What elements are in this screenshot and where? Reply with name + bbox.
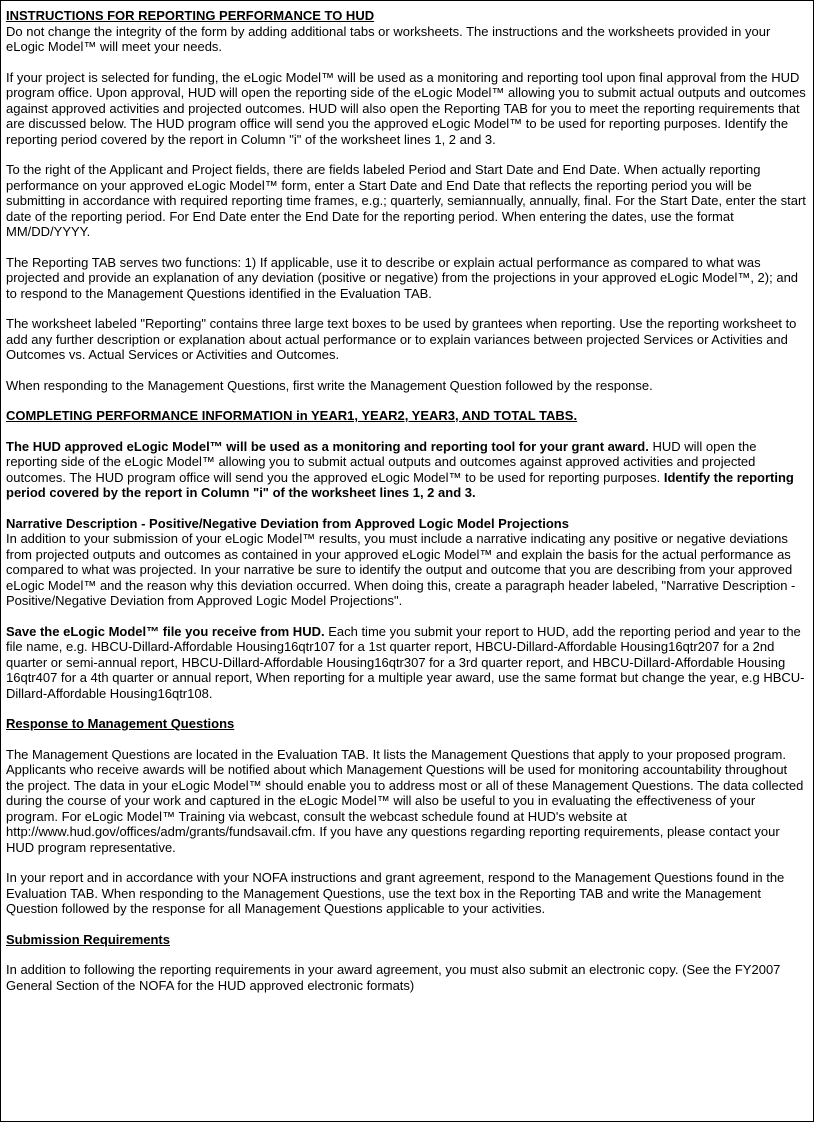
para-reporting-tab-functions: The Reporting TAB serves two functions: 1) If applicable, use it to describe or explain actual performance as compared to what was projected and provide an explanation of any deviation (positive or negative) from the projections in your approved eLogic Model™, 2); and to respond to the Management Questions identified in the Evaluation TAB. bbox=[6, 254, 799, 301]
para-hud-approved-bold-tail: Identify the reporting period covered by the report in Column "i" of the worksheet lines 1, 2 and 3. bbox=[6, 469, 794, 500]
para-narrative-description: In addition to your submission of your eLogic Model™ results, you must include a narrative indicating any positive or negative deviations from projected outputs and outcomes as contained in your approved eLogic Model™ and explain the basis for the actual performance as compared to what was projected. In your narrative be sure to identify the output and outcome that you are describing from your approved eLogic Model™ and the reason why this deviation occurred. When doing this, create a paragraph header labeled, "Narrative Description - Positive/Negative Deviation from Approved Logic Model Projections". bbox=[6, 531, 796, 608]
para-funding-selection: If your project is selected for funding, the eLogic Model™ will be used as a monitoring and reporting tool upon final approval from the HUD program office. Upon approval, HUD will open the reporting side of the eLogic Model™ allowing you to submit actual outputs and outcomes against approved activities and projected outcomes. HUD will also open the Reporting TAB for you to meet the reporting requirements that are discussed below. The HUD program office will send you the approved eLogic Model™ to be used for reporting purposes. Identify the reporting period covered by the report in Column "i" of the worksheet lines 1, 2 and 3. bbox=[6, 69, 806, 147]
para-reporting-worksheet: The worksheet labeled "Reporting" contains three large text boxes to be used by grantees when reporting. Use the reporting worksheet to add any further description or explanation about actual performance or to explain variances between projected Services or Activities and Outcomes vs. Actual Services or Activities and Outcomes. bbox=[6, 316, 797, 362]
heading-instructions: INSTRUCTIONS FOR REPORTING PERFORMANCE TO HUD bbox=[6, 8, 375, 23]
para-integrity-notice: Do not change the integrity of the form by adding additional tabs or worksheets. The instructions and the worksheets provided in your eLogic Model™ will meet your needs. bbox=[6, 23, 771, 54]
para-submission-requirements: In addition to following the reporting requirements in your award agreement, you must also submit an electronic copy. (See the FY2007 General Section of the NOFA for the HUD approved electronic formats) bbox=[6, 962, 781, 993]
para-save-file bbox=[6, 624, 808, 702]
para-responding-management-questions: When responding to the Management Questions, first write the Management Question followed by the response. bbox=[6, 377, 653, 393]
para-management-questions-location: The Management Questions are located in the Evaluation TAB. It lists the Management Questions that apply to your proposed program. Applicants who receive awards will be notified about which Management Questions will be used for monitoring accountability throughout the project. The data in your eLogic Model™ should enable you to address most or all of these Management Questions. The data collected during the course of your work and captured in the eLogic Model™ will also be useful to you in evaluating the effectiveness of your program. For eLogic Model™ Training via webcast, consult the webcast schedule found at HUD's website at http://www.hud.gov/offices/adm/grants/fundsavail.cfm. If you have any questions regarding reporting requirements, please contact your HUD program representative. bbox=[6, 746, 804, 855]
heading-narrative-description: Narrative Description - Positive/Negative Deviation from Approved Logic Model Projections bbox=[6, 515, 569, 531]
para-period-fields: To the right of the Applicant and Project fields, there are fields labeled Period and Start Date and End Date. When actually reporting performance on your approved eLogic Model™ form, enter a Start Date and End Date that reflects the reporting period you will be submitting in accordance with required reporting time frames, e.g.; quarterly, semiannually, annually, final. For the Start Date, enter the start date of the reporting period. For End Date enter the End Date for the reporting period. When entering the dates, use the format MM/DD/YYYY. bbox=[6, 162, 806, 239]
para-save-file-bold-lead: Save the eLogic Model™ file you receive from HUD. bbox=[6, 623, 325, 639]
heading-submission-requirements: Submission Requirements bbox=[6, 931, 170, 947]
para-save-file-body: Each time you submit your report to HUD, add the reporting period and year to the file name, e.g. HBCU-Dillard-Affordable Housing16qtr107 for a 1st quarter report, HBCU-Dillard-Affordable Housing16qtr207 for a 2nd quarter or semi-annual report, HBCU-Dillard-Affordable Housing16qtr307 for a 3rd quarter report, and HBCU-Dillard-Affordable Housing 16qtr407 for a 4th quarter or annual report, When reporting for a multiple year award, use the same format but change the year, e.g HBCU-Dillard-Affordable Housing16qtr108. bbox=[6, 623, 805, 701]
para-hud-approved-model bbox=[6, 439, 808, 501]
para-hud-approved-bold-lead: The HUD approved eLogic Model™ will be used as a monitoring and reporting tool for your grant award. bbox=[6, 438, 649, 454]
heading-completing-performance: COMPLETING PERFORMANCE INFORMATION in YEAR1, YEAR2, YEAR3, AND TOTAL TABS. bbox=[6, 408, 578, 423]
para-hud-approved-body: HUD will open the reporting side of the eLogic Model™ allowing you to submit actual outputs and outcomes against approved activities and projected outcomes. The HUD program office will send you the approved eLogic Model™ to be used for reporting purposes. bbox=[6, 438, 757, 485]
heading-response-management-questions: Response to Management Questions bbox=[6, 716, 235, 731]
para-management-questions-report: In your report and in accordance with your NOFA instructions and grant agreement, respond to the Management Questions found in the Evaluation TAB. When responding to the Management Questions, use the text box in the Reporting TAB and write the Management Question followed by the response for all Management Questions applicable to your activities. bbox=[6, 870, 785, 916]
